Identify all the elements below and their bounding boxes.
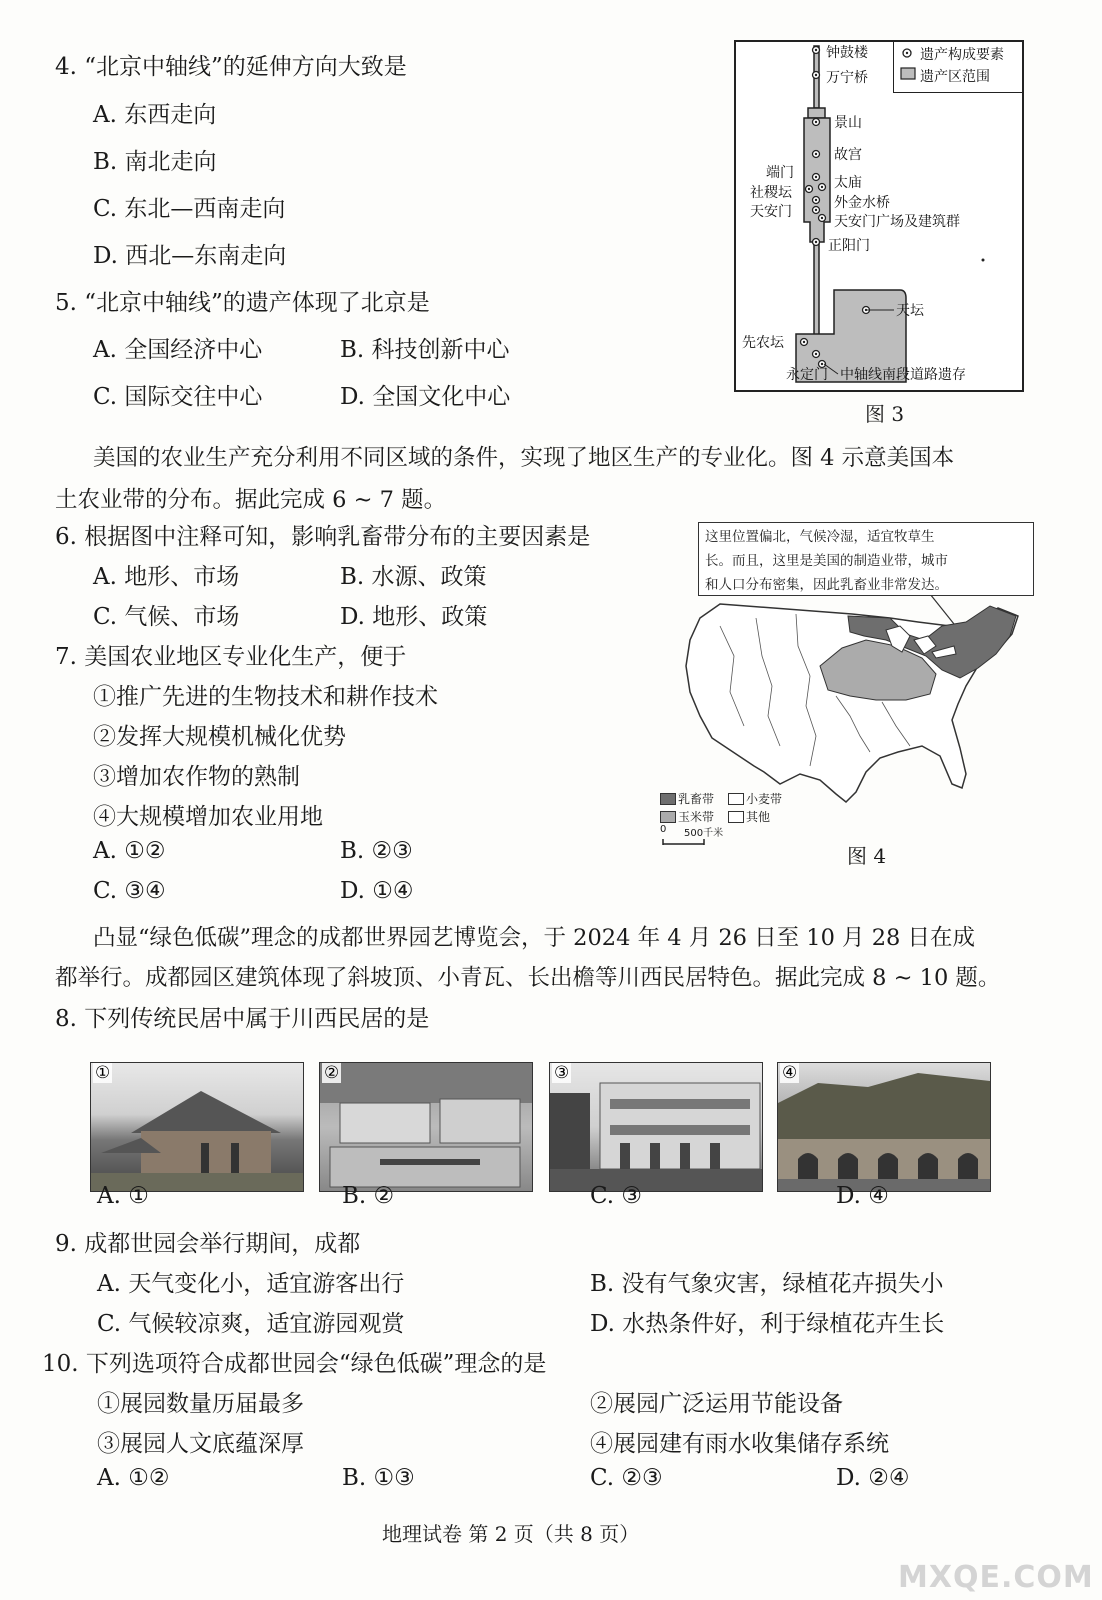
q10-option-b: B. ①③	[342, 1465, 415, 1491]
q10-option-c: C. ②③	[590, 1465, 663, 1491]
label-duanmen: 端门	[766, 165, 794, 181]
q7-statement-3: ③增加农作物的熟制	[93, 764, 300, 790]
label-zhengyangmen: 正阳门	[828, 238, 870, 254]
scale-zero: 0	[660, 824, 667, 835]
q9-option-a: A. 天气变化小，适宜游客出行	[97, 1271, 405, 1297]
label-waijinshuiqiao: 外金水桥	[834, 195, 890, 211]
scale-label: 500千米	[684, 828, 724, 839]
q10-statement-2: ②展园广泛运用节能设备	[590, 1391, 843, 1417]
q5-option-a: A. 全国经济中心	[93, 337, 263, 363]
q7-option-a: A. ①②	[93, 838, 166, 864]
q8-option-c: C. ③	[590, 1183, 643, 1209]
annotation-line1: 这里位置偏北，气候冷湿，适宜牧草生	[705, 529, 935, 545]
legend-dairy: 乳畜带	[678, 792, 715, 806]
label-zhonggulou: 钟鼓楼	[826, 45, 868, 61]
photo-1	[90, 1062, 304, 1192]
q10-option-d: D. ②④	[836, 1465, 910, 1491]
figure-4-caption: 图 4	[847, 844, 887, 868]
q4-stem: 4. “北京中轴线”的延伸方向大致是	[55, 54, 407, 80]
q7-option-d: D. ①④	[340, 878, 414, 904]
label-yongdingmen: 永定门	[786, 367, 828, 383]
label-nanduan: 中轴线南段道路遗存	[840, 367, 966, 383]
q7-option-c: C. ③④	[93, 878, 166, 904]
q4-option-c: C. 东北—西南走向	[93, 196, 286, 222]
legend-area-label: 遗产区范围	[920, 69, 990, 85]
intro-6-7-line1: 美国的农业生产充分利用不同区域的条件，实现了地区生产的专业化。图 4 示意美国本	[93, 445, 955, 471]
label-gugong: 故宫	[834, 147, 862, 163]
figure-4-scale-bar	[660, 824, 760, 850]
q10-statement-3: ③展园人文底蕴深厚	[97, 1431, 304, 1457]
q4-option-d: D. 西北—东南走向	[93, 243, 287, 269]
label-guangchang: 天安门广场及建筑群	[834, 214, 960, 230]
q7-statement-2: ②发挥大规模机械化优势	[93, 724, 346, 750]
intro-6-7-line2: 土农业带的分布。据此完成 6 ~ 7 题。	[55, 487, 447, 513]
annotation-line2: 长。而且，这里是美国的制造业带，城市	[705, 553, 948, 569]
photo-1-number: ①	[95, 1063, 111, 1083]
figure-3-map	[734, 40, 1024, 392]
q10-stem: 10. 下列选项符合成都世园会“绿色低碳”理念的是	[42, 1351, 547, 1377]
q6-stem: 6. 根据图中注释可知，影响乳畜带分布的主要因素是	[55, 524, 591, 550]
q7-statement-4: ④大规模增加农业用地	[93, 804, 323, 830]
intro-8-10-line2: 都举行。成都园区建筑体现了斜坡顶、小青瓦、长出檐等川西民居特色。据此完成 8 ~ 10 题。	[55, 965, 1001, 991]
q5-stem: 5. “北京中轴线”的遗产体现了北京是	[55, 290, 430, 316]
photo-4	[777, 1062, 991, 1192]
q6-option-a: A. 地形、市场	[93, 564, 240, 590]
q7-statement-1: ①推广先进的生物技术和耕作技术	[93, 684, 438, 710]
label-tiananmen: 天安门	[750, 204, 792, 220]
label-tiantan: 天坛	[896, 303, 924, 319]
figure-3-legend	[893, 42, 1022, 93]
legend-corn: 玉米带	[678, 810, 715, 824]
q6-option-b: B. 水源、政策	[340, 564, 487, 590]
q7-option-b: B. ②③	[340, 838, 413, 864]
legend-point-label: 遗产构成要素	[920, 47, 1004, 63]
photo-4-number: ④	[782, 1063, 798, 1083]
q5-option-c: C. 国际交往中心	[93, 384, 263, 410]
figure-4-legend	[660, 790, 790, 826]
figure-4-annotation	[698, 522, 1034, 596]
q10-option-a: A. ①②	[97, 1465, 170, 1491]
q6-option-d: D. 地形、政策	[340, 604, 488, 630]
legend-swatch-corn	[660, 811, 676, 823]
q5-option-b: B. 科技创新中心	[340, 337, 510, 363]
legend-swatch-other	[728, 811, 744, 823]
q8-option-a: A. ①	[97, 1183, 149, 1209]
photo-2-number: ②	[324, 1063, 340, 1083]
q6-option-c: C. 气候、市场	[93, 604, 240, 630]
label-wanningqiao: 万宁桥	[826, 70, 868, 86]
q8-option-d: D. ④	[836, 1183, 889, 1209]
label-taimiao: 太庙	[834, 175, 862, 191]
label-xiannongtan: 先农坛	[742, 335, 784, 351]
legend-wheat: 小麦带	[746, 792, 783, 806]
photo-2	[319, 1062, 533, 1192]
q8-option-b: B. ②	[342, 1183, 395, 1209]
q8-stem: 8. 下列传统民居中属于川西民居的是	[55, 1006, 430, 1032]
legend-swatch-wheat	[728, 793, 744, 805]
legend-swatch-dairy	[660, 793, 676, 805]
legend-other: 其他	[746, 810, 771, 824]
q4-option-b: B. 南北走向	[93, 149, 217, 175]
page-footer: 地理试卷 第 2 页（共 8 页）	[382, 1522, 640, 1546]
annotation-line3: 和人口分布密集，因此乳畜业非常发达。	[705, 577, 948, 593]
label-shejitan: 社稷坛	[750, 185, 792, 201]
figure-3-caption: 图 3	[865, 402, 905, 426]
q9-option-c: C. 气候较凉爽，适宜游园观赏	[97, 1311, 405, 1337]
photo-3	[549, 1062, 763, 1192]
q9-option-d: D. 水热条件好，利于绿植花卉生长	[590, 1311, 945, 1337]
q9-option-b: B. 没有气象灾害，绿植花卉损失小	[590, 1271, 944, 1297]
intro-8-10-line1: 凸显“绿色低碳”理念的成都世界园艺博览会，于 2024 年 4 月 26 日至 10 月 28 日在成	[93, 925, 975, 951]
q5-option-d: D. 全国文化中心	[340, 384, 511, 410]
q4-option-a: A. 东西走向	[93, 102, 217, 128]
photo-3-number: ③	[554, 1063, 570, 1083]
q9-stem: 9. 成都世园会举行期间，成都	[55, 1231, 361, 1257]
q10-statement-4: ④展园建有雨水收集储存系统	[590, 1431, 889, 1457]
q7-stem: 7. 美国农业地区专业化生产，便于	[55, 644, 407, 670]
watermark: MXQE.COM	[898, 1560, 1094, 1595]
label-jingshan: 景山	[834, 115, 862, 131]
q10-statement-1: ①展园数量历届最多	[97, 1391, 304, 1417]
